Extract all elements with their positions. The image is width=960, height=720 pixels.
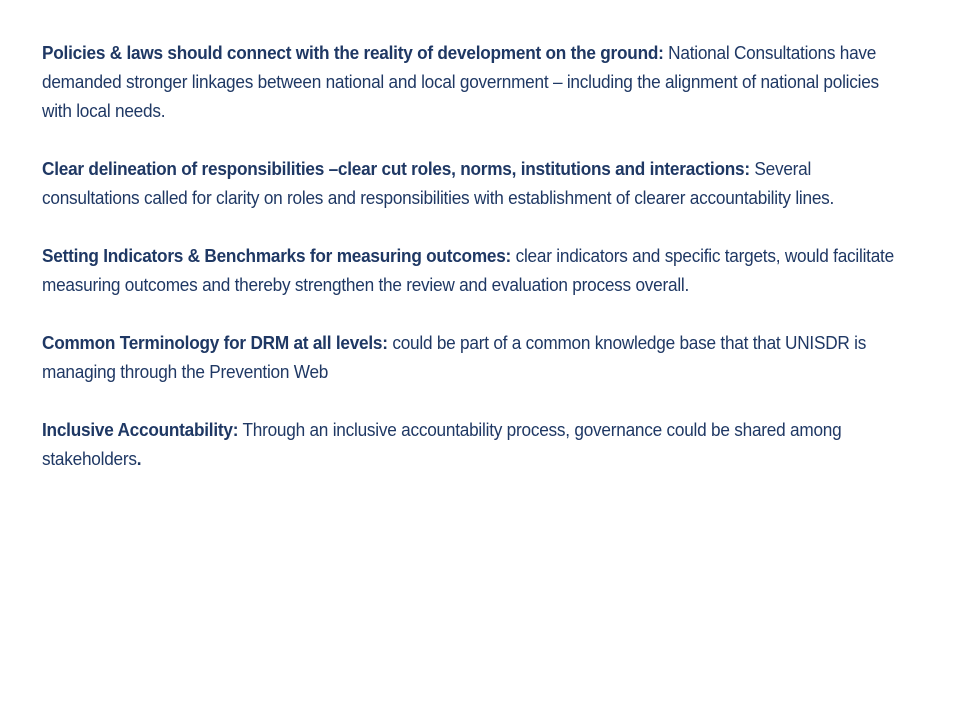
paragraph-body: Through an inclusive accountability process, governance could be shared among stakeholders	[42, 419, 842, 469]
paragraph-tail: .	[136, 448, 142, 469]
paragraph-terminology	[42, 328, 902, 386]
paragraph-body: Several consultations called for clarity on roles and responsibilities with establishment of clearer accountability lines.	[42, 158, 835, 208]
paragraph-heading: Inclusive Accountability:	[42, 419, 239, 440]
paragraph-policies-laws	[42, 38, 902, 125]
paragraph-accountability	[42, 415, 902, 473]
paragraph-body: clear indicators and specific targets, would facilitate measuring outcomes and thereby strengthen the review and evaluation process overall.	[42, 245, 894, 295]
paragraph-heading: Common Terminology for DRM at all levels:	[42, 332, 388, 353]
paragraph-heading: Policies & laws should connect with the reality of development on the ground:	[42, 42, 664, 63]
paragraph-body: could be part of a common knowledge base that that UNISDR is managing through the Prevention Web	[42, 332, 867, 382]
paragraph-body: National Consultations have demanded stronger linkages between national and local government – including the alignment of national policies with local needs.	[42, 42, 879, 121]
paragraph-heading: Setting Indicators & Benchmarks for measuring outcomes:	[42, 245, 512, 266]
slide-body	[42, 38, 902, 502]
paragraph-indicators	[42, 241, 902, 299]
paragraph-responsibilities	[42, 154, 902, 212]
paragraph-heading: Clear delineation of responsibilities –clear cut roles, norms, institutions and interactions:	[42, 158, 750, 179]
